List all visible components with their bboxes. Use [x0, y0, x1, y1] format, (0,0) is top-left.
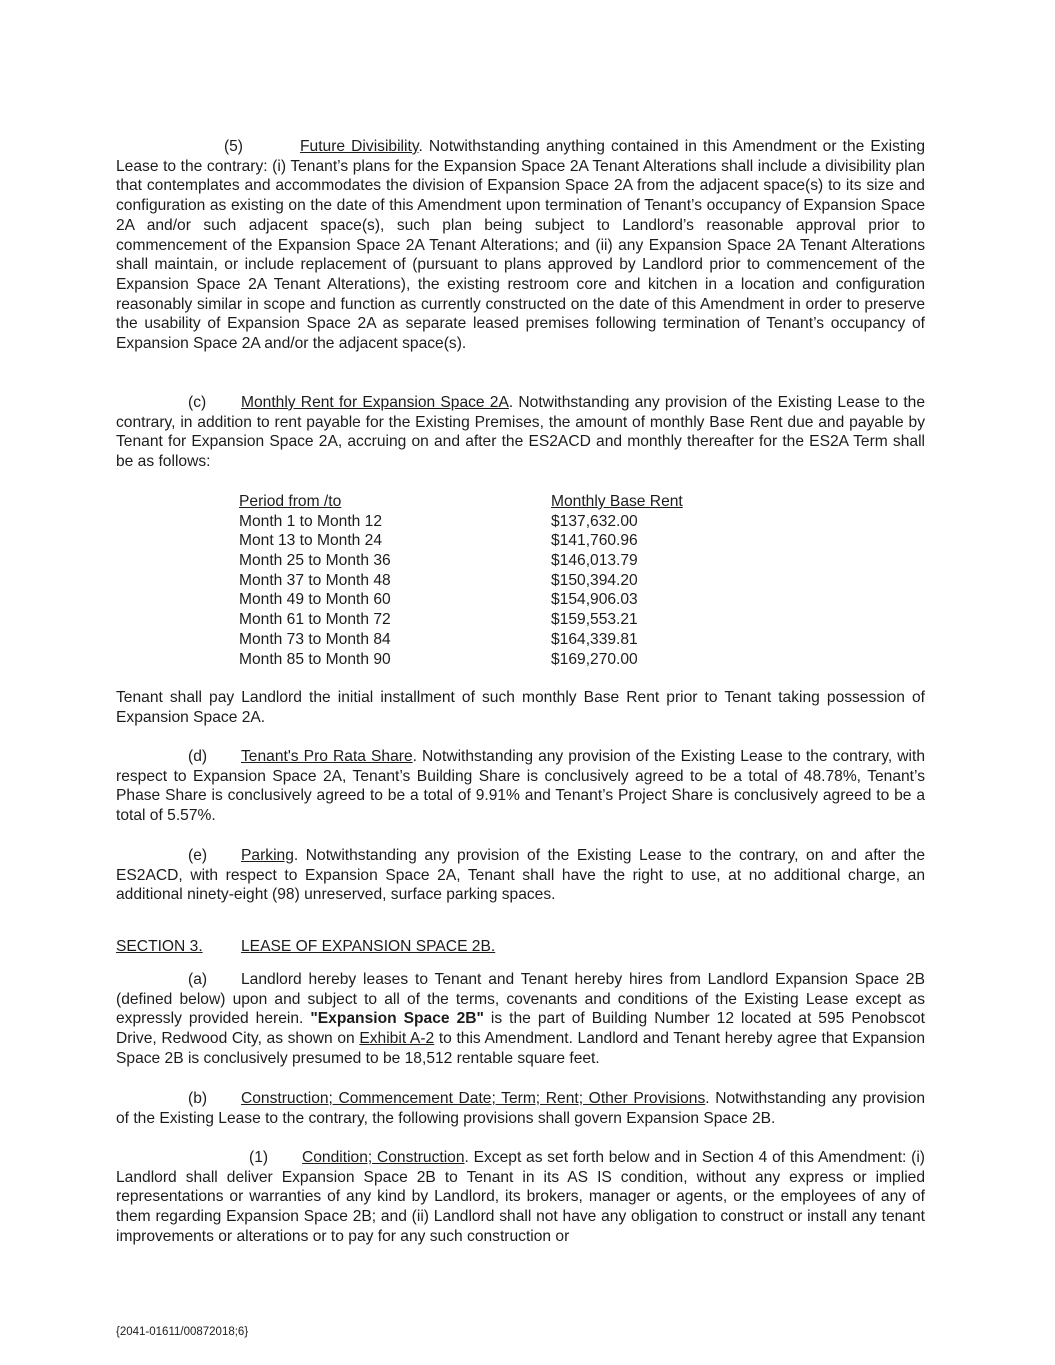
paragraph-body: . Notwithstanding any provision of the Existing Lease to the contrary, in addition to rent payable for the Existing Premises, the amount of monthly Base Rent due and payable by Tenant for Expansion Space 2A, accruing on and after the ES2ACD and monthly thereafter for the ES2A Term shall be as follows:: [116, 394, 925, 471]
paragraph-number: (b): [188, 1090, 208, 1107]
rent-header: Monthly Base Rent: [551, 493, 683, 510]
paragraph-heading: Future Divisibility: [300, 138, 419, 155]
paragraph-body: . Notwithstanding any provision of the Existing Lease to the contrary, with respect to Expansion Space 2A, Tenant’s Building Share is conclusively agreed to be a total of 48.78%, Tenant’s Phase Share is conclusively agreed to be a total of 9.91% and Tenant’s Project Share is conclusively agreed to be a total of 5.57%.: [116, 748, 925, 825]
defined-term: "Expansion Space 2B": [310, 1010, 484, 1028]
paragraph-number: (d): [188, 748, 208, 765]
paragraph-construction-provisions: [116, 1089, 925, 1128]
document-footer-id: {2041-01611/00872018;6}: [116, 1326, 249, 1338]
paragraph-heading: Condition; Construction: [302, 1149, 465, 1166]
period-cell: Month 85 to Month 90: [239, 650, 391, 668]
rent-cell: $159,553.21: [551, 611, 638, 629]
paragraph-body: is the part of Building Number 12 located at 595 Penobscot Drive, Redwood City, as shown on: [116, 1010, 926, 1048]
paragraph-number: (5): [223, 138, 243, 155]
paragraph-heading: Tenant's Pro Rata Share: [241, 748, 413, 765]
rent-cell: $146,013.79: [551, 552, 638, 570]
rent-cell: $141,760.96: [551, 532, 638, 550]
paragraph-initial-installment: Tenant shall pay Landlord the initial installment of such monthly Base Rent prior to Tenant taking possession of Expansion Space 2A.: [116, 689, 925, 726]
period-cell: Month 25 to Month 36: [239, 552, 391, 570]
section-title: LEASE OF EXPANSION SPACE 2B.: [241, 938, 496, 955]
period-cell: Mont 13 to Month 24: [239, 532, 383, 550]
rent-cell: $169,270.00: [551, 650, 638, 668]
table-row: [239, 531, 751, 551]
paragraph-number: (a): [188, 971, 208, 988]
paragraph-body: . Notwithstanding any provision of the Existing Lease to the contrary, the following provisions shall govern Expansion Space 2B.: [116, 1090, 925, 1127]
table-header-row: [239, 492, 751, 512]
paragraph-monthly-rent: [116, 393, 925, 472]
paragraph-heading: Construction; Commencement Date; Term; Rent; Other Provisions: [241, 1090, 706, 1107]
section-number: SECTION 3.: [116, 938, 203, 955]
paragraph-body: . Notwithstanding anything contained in this Amendment or the Existing Lease to the contrary: (i) Tenant’s plans for the Expansion Space 2A Tenant Alterations shall include a divisibility plan that contemplates and accommodates the division of Expansion Space 2A from the adjacent space(s) to its size and configuration as existing on the date of this Amendment upon termination of Tenant’s occupancy of Expansion Space 2A and/or such adjacent space(s), such plan being subject to Landlord’s reasonable approval prior to commencement of the Expansion Space 2A Tenant Alterations; and (ii) any Expansion Space 2A Tenant Alterations shall maintain, or include replacement of (pursuant to plans approved by Landlord prior to commencement of the Expansion Space 2A Tenant Alterations), the existing restroom core and kitchen in a location and configuration reasonably similar in scope and function as currently constructed on the date of this Amendment in order to preserve the usability of Expansion Space 2A as separate leased premises following termination of Tenant’s occupancy of Expansion Space 2A and/or the adjacent space(s).: [116, 138, 926, 353]
paragraph-number: (e): [188, 847, 208, 864]
rent-cell: $164,339.81: [551, 630, 638, 648]
rent-cell: $154,906.03: [551, 591, 638, 609]
paragraph-number: (1): [249, 1149, 269, 1166]
table-row: [239, 590, 751, 610]
period-cell: Month 1 to Month 12: [239, 512, 383, 530]
paragraph-parking: [116, 846, 925, 905]
table-row: [239, 610, 751, 630]
paragraph-body: to this Amendment. Landlord and Tenant hereby agree that Expansion Space 2B is conclusively presumed to be 18,512 rentable square feet.: [116, 1030, 925, 1067]
paragraph-future-divisibility: [116, 137, 925, 354]
paragraph-condition-construction: [116, 1148, 925, 1247]
paragraph-heading: Parking: [241, 847, 294, 864]
period-cell: Month 73 to Month 84: [239, 630, 391, 648]
table-row: [239, 630, 751, 650]
table-row: [239, 512, 751, 532]
rent-schedule-table: [239, 492, 751, 669]
period-cell: Month 49 to Month 60: [239, 591, 391, 609]
period-cell: Month 61 to Month 72: [239, 611, 391, 629]
paragraph-body: . Notwithstanding any provision of the Existing Lease to the contrary, on and after the ES2ACD, with respect to Expansion Space 2A, Tenant shall have the right to use, at no additional charge, an additional ninety-eight (98) unreserved, surface parking spaces.: [116, 847, 925, 904]
table-row: [239, 551, 751, 571]
period-cell: Month 37 to Month 48: [239, 571, 391, 589]
paragraph-lease-expansion-2b: [116, 970, 925, 1069]
section-3-heading: [116, 937, 495, 957]
paragraph-body: . Except as set forth below and in Section 4 of this Amendment: (i) Landlord shall deliver Expansion Space 2B to Tenant in its AS IS condition, without any express or implied representations or warranties of any kind by Landlord, its brokers, manager or agents, or the employees of any of them regarding Expansion Space 2B; and (ii) Landlord shall not have any obligation to construct or install any tenant improvements or alterations or to pay for any such construction or: [116, 1149, 925, 1245]
period-header: Period from /to: [239, 493, 342, 510]
table-row: [239, 650, 751, 670]
paragraph-heading: Monthly Rent for Expansion Space 2A: [241, 394, 509, 411]
paragraph-number: (c): [188, 394, 207, 411]
paragraph-body: Landlord hereby leases to Tenant and Tenant hereby hires from Landlord Expansion Space 2B (defined below) upon and subject to all of the terms, covenants and conditions of the Existing Lease except as expressly provided herein.: [116, 971, 925, 1028]
paragraph-pro-rata-share: [116, 747, 925, 826]
rent-cell: $150,394.20: [551, 571, 638, 589]
rent-cell: $137,632.00: [551, 512, 638, 530]
table-row: [239, 571, 751, 591]
exhibit-reference: Exhibit A-2: [359, 1030, 435, 1048]
